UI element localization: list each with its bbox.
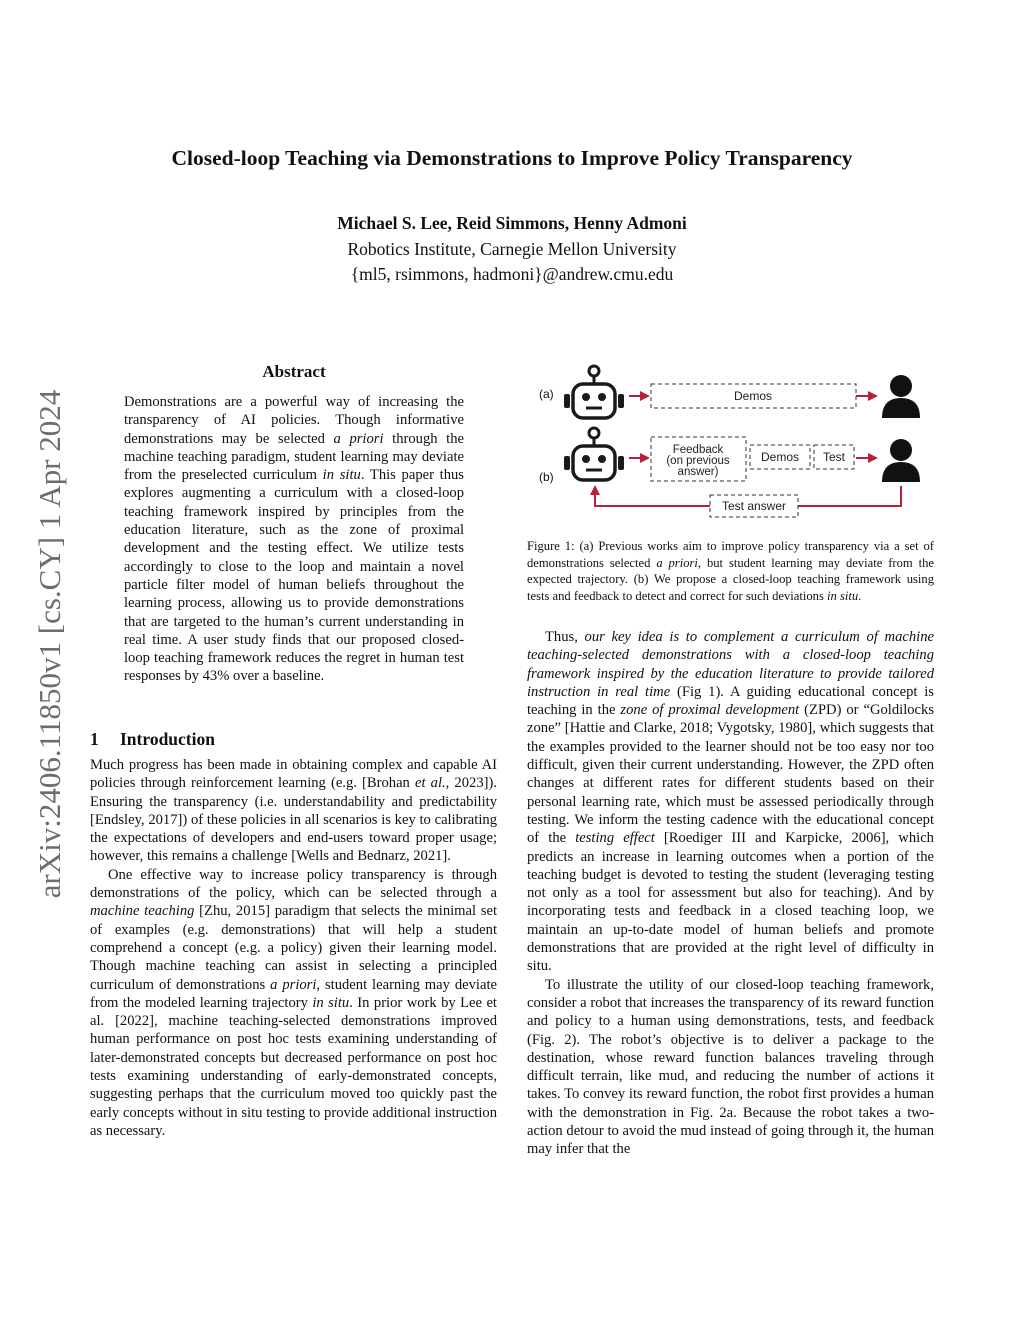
demos-label-b: Demos (760, 450, 800, 464)
abstract-body: Demonstrations are a powerful way of increasing the transparency of AI policies. Though informative demonstrations may be selected a priori through the machine teaching paradigm, student learning may deviate from the preselected curriculum in situ. This paper thus explores augmenting a curriculum with a closed-loop teaching framework inspired by principles from the education literature, such as the zone of proximal development and the testing effect. We utilize tests accordingly to close to the loop and maintain a novel particle filter model of human beliefs throughout the learning process, allowing us to provide demonstrations that are targeted to the human’s current understanding in real time. A user study finds that our proposed closed-loop teaching framework reduces the regret in human test responses by 43% over a baseline. (124, 394, 464, 685)
demos-label-a: Demos (733, 389, 773, 403)
test-answer-label: Test answer (721, 499, 787, 513)
affiliation: Robotics Institute, Carnegie Mellon University (347, 239, 677, 259)
intro-paragraph-1: Much progress has been made in obtaining complex and capable AI policies through reinforcement learning (e.g. [Brohan et al., 2023]). Ensuring the transparency (i.e. understandability and predictability [Endsley, 2017]) of these policies in all scenarios is key to calibrating the expectations of developers and end-users toward proper usage; however, this remains a challenge [Wells and Bednarz, 2021]. (90, 757, 497, 865)
figure-1-caption: Figure 1: (a) Previous works aim to improve policy transparency via a set of demonstrations selected a priori, but student learning may deviate from the expected trajectory. (b) We propose a closed-loop teaching framework using tests and feedback to detect and correct for such deviations in situ. (527, 539, 934, 603)
paper-title: Closed-loop Teaching via Demonstrations to Improve Policy Transparency (171, 146, 853, 170)
label-b: (b) (539, 470, 554, 484)
introduction-right-column (527, 628, 934, 1159)
section-heading-introduction: 1 Introduction (90, 729, 215, 749)
intro-paragraph-3: Thus, our key idea is to complement a curriculum of machine teaching-selected demonstrations with a closed-loop teaching framework inspired by the education literature to provide tailored instruction in real time (Fig 1). A guiding educational concept is teaching in the zone of proximal development (ZPD) or “Goldilocks zone” [Hattie and Clarke, 2018; Vygotsky, 1980], which suggests that the examples provided to the learner should not be too easy nor too difficult, given their current understanding. However, the ZPD often changes at different rates for different students based on their personal learning rate, which must be assessed periodically through testing. We inform the testing cadence with the educational concept of the testing effect [Roediger III and Karpicke, 2006], which predicts an increase in learning outcomes when a portion of the teaching budget is devoted to testing the student (leveraging testing not only as a tool for assessment but also for teaching). And by incorporating tests and feedback in a closed teaching loop, we maintain an up-to-date model of human beliefs and promote demonstrations that are provided at the right level of difficulty in situ. (527, 629, 935, 975)
feedback-line-1: Feedback (672, 444, 724, 456)
feedback-line-2: (on previous (666, 455, 730, 467)
figure-1-diagram (527, 350, 934, 530)
intro-paragraph-4: To illustrate the utility of our closed-loop teaching framework, consider a robot that increases the transparency of its reward function and policy to a human using demonstrations, tests, and feedback (Fig. 2). The robot’s objective is to deliver a package to the destination, whose reward function balances traveling through difficult terrain, like mud, and reducing the number of actions it takes. To convey its reward function, the robot first provides a human with the demonstration in Fig. 2a. Because the robot takes a two-action detour to avoid the mud instead of going through it, the human may infer that the (527, 976, 934, 1158)
abstract-heading: Abstract (262, 362, 326, 381)
authors: Michael S. Lee, Reid Simmons, Henny Admoni (337, 213, 687, 233)
person-icon (882, 375, 920, 418)
label-a: (a) (539, 387, 554, 401)
robot-icon (564, 428, 624, 480)
intro-paragraph-2: One effective way to increase policy transparency is through demonstrations of the policy, which can be selected through a machine teaching [Zhu, 2015] paradigm that selects the minimal set of examples (e.g. demonstrations) that will help a student comprehend a concept (e.g. a policy) given their learning model. Though machine teaching can assist in selecting a principled curriculum of demonstrations a priori, student learning may deviate from the modeled learning trajectory in situ. In prior work by Lee et al. [2022], machine teaching-selected demonstrations improved human performance on post hoc tests examining understanding of later-demonstrated concepts but decreased performance on post hoc tests examining understanding of early-demonstrated concepts, suggesting perhaps that the curriculum moved too quickly past the early concepts without in situ testing to provide additional instruction as necessary. (90, 866, 498, 1139)
test-label: Test (822, 450, 846, 464)
figure-1 (527, 350, 934, 530)
author-emails: {ml5, rsimmons, hadmoni}@andrew.cmu.edu (350, 264, 674, 284)
person-icon (882, 439, 920, 482)
introduction-left-column (90, 756, 497, 1140)
feedback-line-3: answer) (677, 466, 719, 478)
arxiv-identifier: arXiv:2406.11850v1 [cs.CY] 1 Apr 2024 (32, 389, 67, 899)
robot-icon (564, 366, 624, 418)
